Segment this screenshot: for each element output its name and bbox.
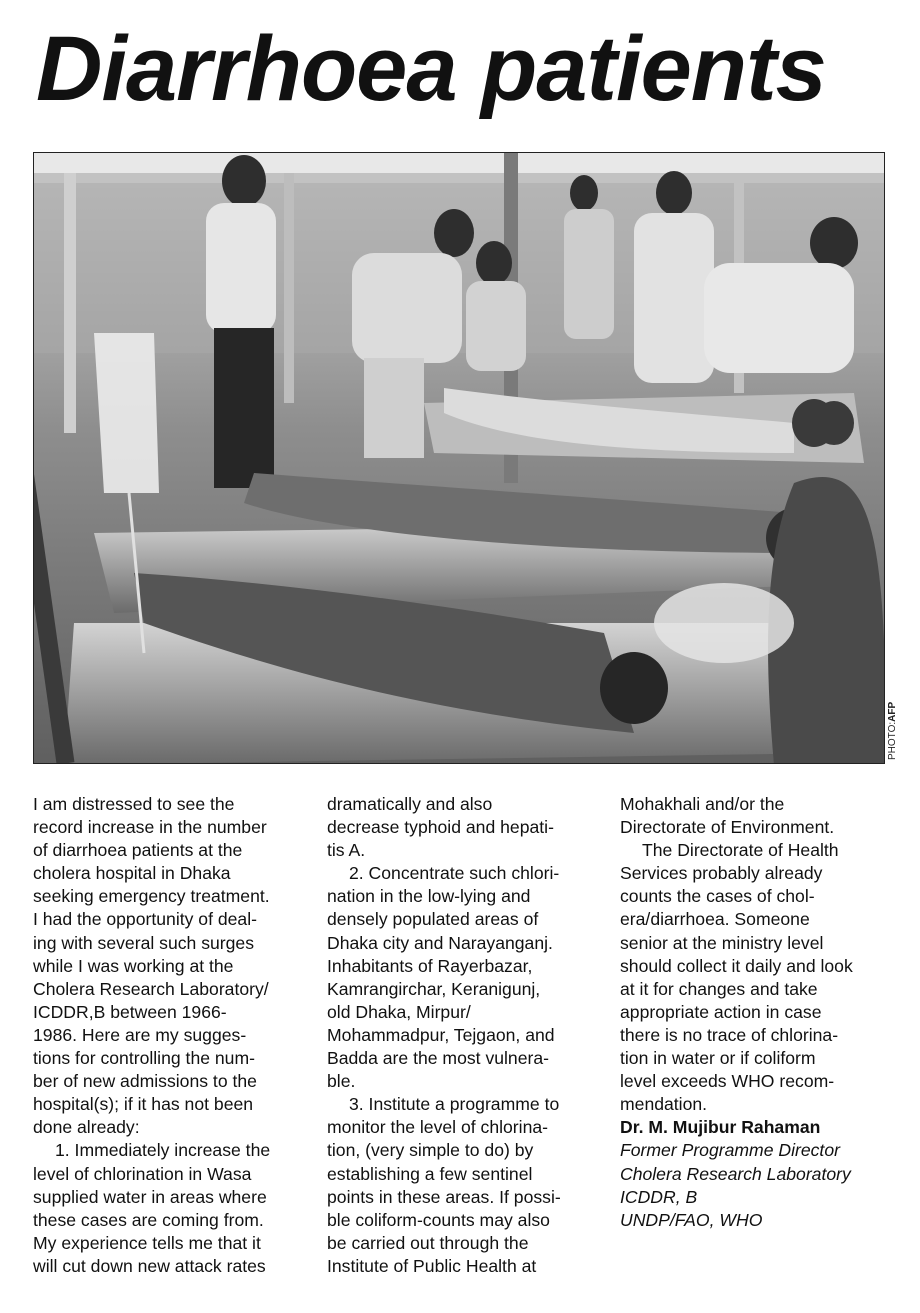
text-line: old Dhaka, Mirpur/ [327, 1001, 471, 1022]
text-line: monitor the level of chlorina- [327, 1117, 549, 1138]
text-line: decrease typhoid and hepati- [327, 817, 554, 838]
text-line: tion in water or if coliform [620, 1048, 816, 1069]
text-line: counts the cases of chol- [620, 886, 815, 907]
photo-credit-source: AFP [887, 701, 898, 722]
text-line: senior at the ministry level [620, 932, 824, 953]
text-line: appropriate action in case [620, 1001, 822, 1022]
text-line: I had the opportunity of deal- [33, 909, 257, 930]
headline: Diarrhoea patients [36, 18, 826, 120]
text-line: level of chlorination in Wasa [33, 1163, 252, 1184]
text-line: 2. Concentrate such chlori- [349, 863, 560, 884]
text-line: cholera hospital in Dhaka [33, 863, 231, 884]
signature-name: Dr. M. Mujibur Rahaman [620, 1117, 821, 1138]
signature-affiliation: UNDP/FAO, WHO [620, 1209, 763, 1230]
text-line: Cholera Research Laboratory/ [33, 978, 269, 999]
text-line: be carried out through the [327, 1232, 529, 1253]
news-photo [33, 152, 885, 764]
text-line: tions for controlling the num- [33, 1048, 255, 1069]
text-line: Institute of Public Health at [327, 1255, 537, 1276]
text-line: points in these areas. If possi- [327, 1186, 561, 1207]
text-line: supplied water in areas where [33, 1186, 267, 1207]
text-line: ble coliform-counts may also [327, 1209, 550, 1230]
text-line: tis A. [327, 840, 366, 861]
text-line: ing with several such surges [33, 932, 255, 953]
text-line: nation in the low-lying and [327, 886, 531, 907]
text-line: level exceeds WHO recom- [620, 1071, 835, 1092]
text-line: ber of new admissions to the [33, 1071, 257, 1092]
text-line: done already: [33, 1117, 140, 1138]
text-line: of diarrhoea patients at the [33, 840, 243, 861]
text-line: will cut down new attack rates [33, 1255, 266, 1276]
signature-affiliation: Cholera Research Laboratory [620, 1163, 851, 1184]
text-line: era/diarrhoea. Someone [620, 909, 810, 930]
text-line: while I was working at the [33, 955, 234, 976]
text-line: at it for changes and take [620, 978, 818, 999]
text-line: there is no trace of chlorina- [620, 1024, 839, 1045]
letter-column-3 [620, 793, 892, 1232]
text-line: Mohammadpur, Tejgaon, and [327, 1024, 555, 1045]
text-line: mendation. [620, 1094, 708, 1115]
text-line: Dhaka city and Narayanganj. [327, 932, 553, 953]
letter-column-2 [327, 793, 599, 1278]
text-line: My experience tells me that it [33, 1232, 261, 1253]
signature-title: Former Programme Director [620, 1140, 840, 1161]
text-line: Badda are the most vulnera- [327, 1048, 550, 1069]
text-line: these cases are coming from. [33, 1209, 264, 1230]
text-line: tion, (very simple to do) by [327, 1140, 534, 1161]
text-line: establishing a few sentinel [327, 1163, 533, 1184]
text-line: should collect it daily and look [620, 955, 853, 976]
text-line: 1. Immediately increase the [55, 1140, 271, 1161]
text-line: ICDDR,B between 1966- [33, 1001, 227, 1022]
text-line: Kamrangirchar, Keranigunj, [327, 978, 541, 999]
hospital-ward-photo [34, 153, 885, 764]
text-line: The Directorate of Health [642, 840, 839, 861]
photo-credit-label: PHOTO: [887, 721, 898, 760]
text-line: 1986. Here are my sugges- [33, 1024, 247, 1045]
text-line: dramatically and also [327, 794, 493, 814]
text-line: Directorate of Environment. [620, 817, 835, 838]
text-line: Services probably already [620, 863, 823, 884]
text-line: seeking emergency treatment. [33, 886, 270, 907]
text-line: densely populated areas of [327, 909, 539, 930]
text-line: 3. Institute a programme to [349, 1094, 560, 1115]
text-line: Inhabitants of Rayerbazar, [327, 955, 533, 976]
letter-column-1 [33, 793, 305, 1278]
photo-credit [887, 690, 899, 760]
signature-affiliation: ICDDR, B [620, 1186, 698, 1207]
text-line: Mohakhali and/or the [620, 794, 785, 814]
text-line: record increase in the number [33, 817, 267, 838]
text-line: hospital(s); if it has not been [33, 1094, 254, 1115]
text-line: I am distressed to see the [33, 794, 235, 814]
text-line: ble. [327, 1071, 356, 1092]
